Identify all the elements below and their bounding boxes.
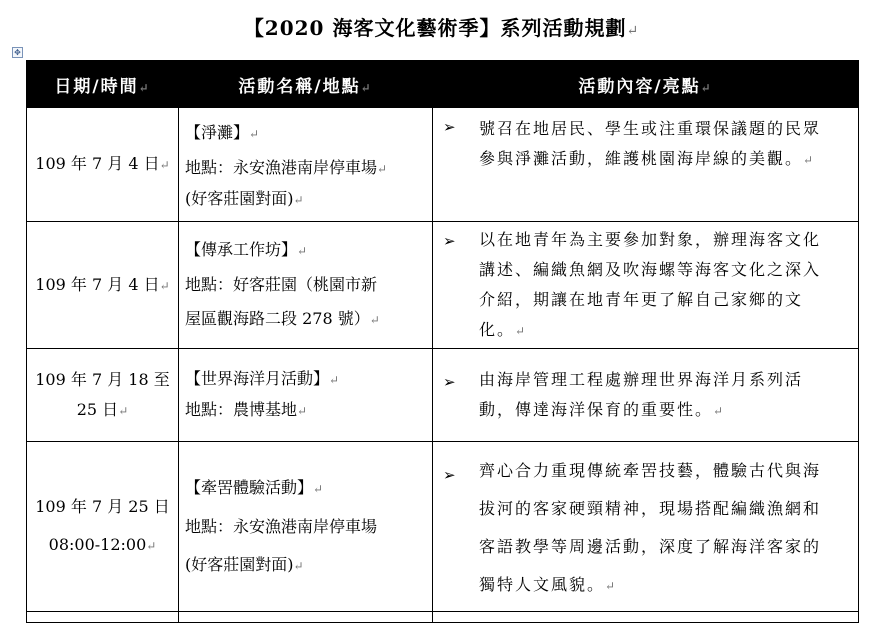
date-cell: 109 年 7 月 4 日↵: [27, 222, 179, 349]
table-move-handle-icon[interactable]: ✥: [12, 47, 23, 58]
title-text: 【2020 海客文化藝術季】系列活動規劃: [243, 16, 627, 40]
content-cell: ➢ 由海岸管理工程處辦理世界海洋月系列活 動，傳達海洋保育的重要性。↵: [433, 349, 859, 442]
event-cell: 【世界海洋月活動】↵ 地點：農博基地↵: [179, 349, 433, 442]
table-row: [27, 349, 859, 442]
event-cell: 【牽罟體驗活動】↵ 地點：永安漁港南岸停車場 (好客莊園對面)↵: [179, 442, 433, 612]
bullet-arrow-icon: ➢: [443, 118, 456, 136]
date-cell: 109 年 7 月 18 至 25 日↵: [27, 349, 179, 442]
bullet-arrow-icon: ➢: [443, 373, 456, 391]
bullet-arrow-icon: ➢: [443, 466, 456, 484]
table-row: [27, 108, 859, 222]
activity-table: [26, 60, 859, 623]
document-title: [0, 12, 883, 41]
date-cell: 109 年 7 月 4 日↵: [27, 108, 179, 222]
table-row: [27, 222, 859, 349]
header-content: 活動內容/亮點↵: [433, 61, 859, 108]
event-cell: 【淨灘】↵ 地點：永安漁港南岸停車場↵ (好客莊園對面)↵: [179, 108, 433, 222]
event-cell: 【傳承工作坊】↵ 地點：好客莊園（桃園市新 屋區觀海路二段 278 號）↵: [179, 222, 433, 349]
content-cell: ➢ 號召在地居民、學生或注重環保議題的民眾 參與淨灘活動，維護桃園海岸線的美觀。↵: [433, 108, 859, 222]
date-cell: 109 年 7 月 25 日 08:00-12:00↵: [27, 442, 179, 612]
table-row: [27, 612, 859, 623]
content-cell: ➢ 齊心合力重現傳統牽罟技藝，體驗古代與海 拔河的客家硬頸精神，現場搭配編織漁網和 客語教學等周邊活動，深度了解海洋客家的 獨特人文風貌。↵: [433, 442, 859, 612]
content-cell: ➢ 以在地青年為主要參加對象，辦理海客文化 講述、編織魚網及吹海螺等海客文化之深入 介紹，期讓在地青年更了解自己家鄉的文 化。↵: [433, 222, 859, 349]
header-date: 日期/時間↵: [27, 61, 179, 108]
table-header-row: [27, 61, 859, 108]
paragraph-mark: ↵: [626, 23, 640, 39]
bullet-arrow-icon: ➢: [443, 232, 456, 250]
table-row: [27, 442, 859, 612]
header-event: 活動名稱/地點↵: [179, 61, 433, 108]
